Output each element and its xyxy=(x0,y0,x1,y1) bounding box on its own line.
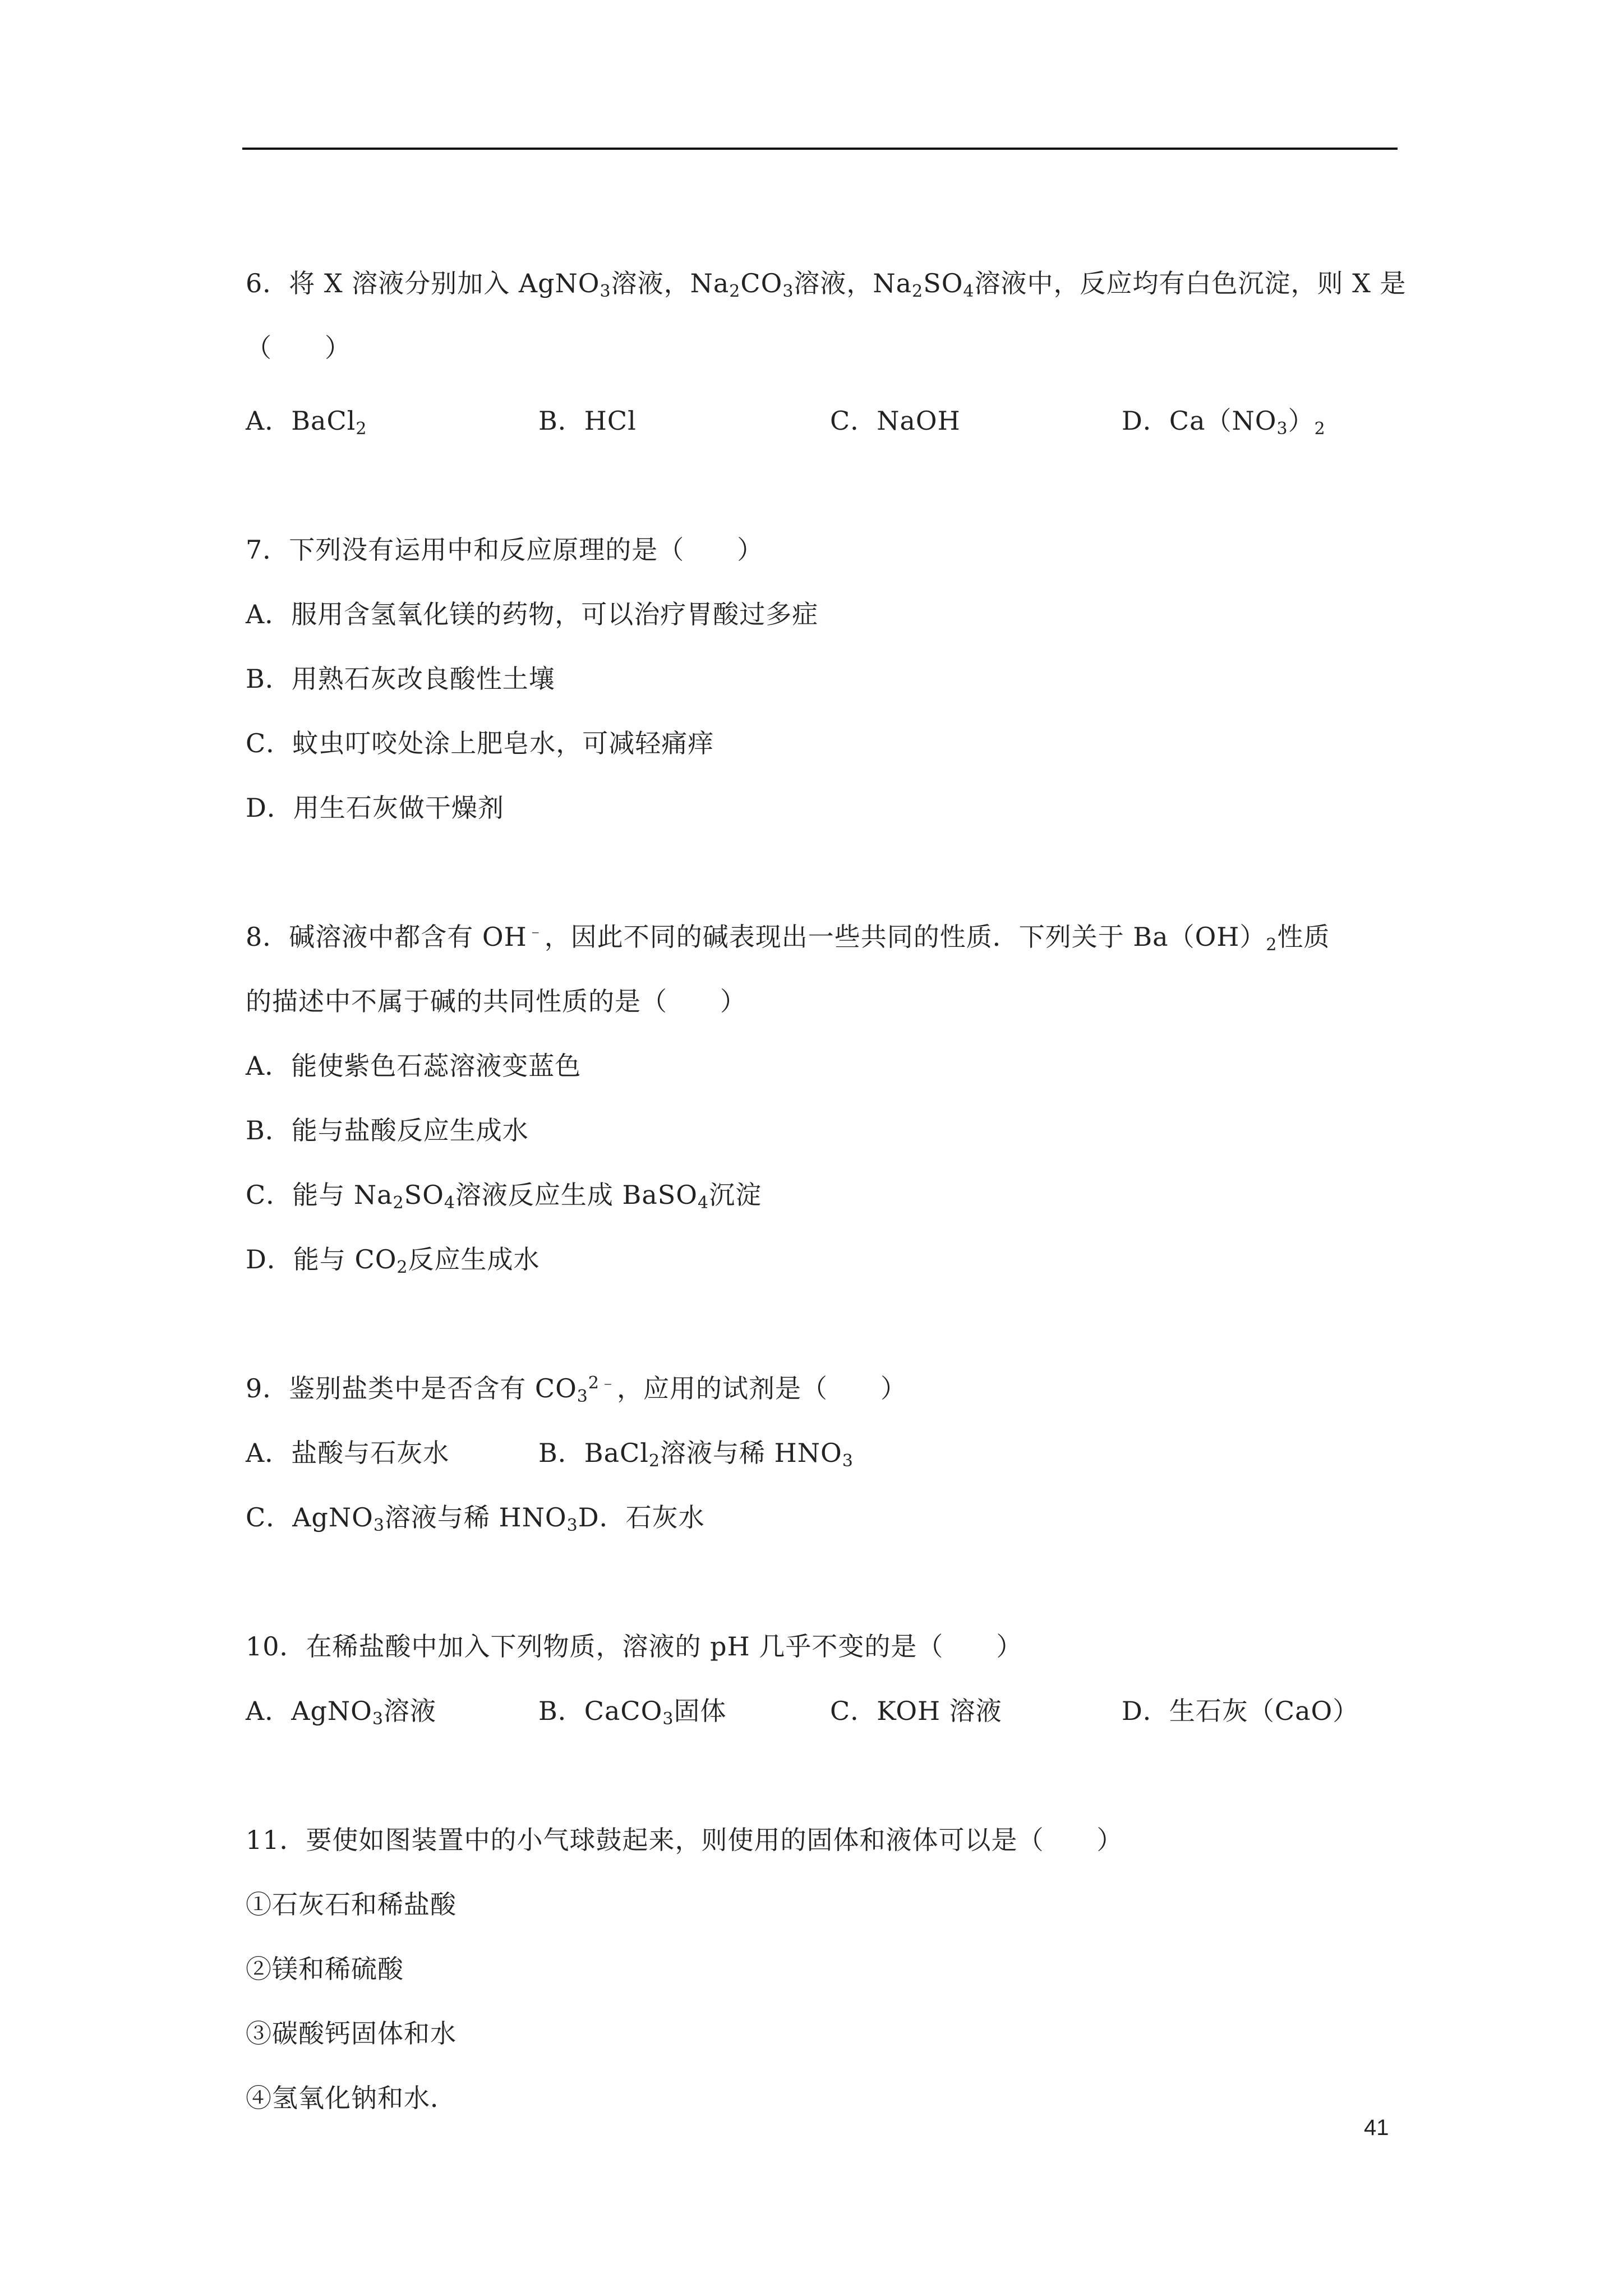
question-11-item-4: ④氢氧化钠和水． xyxy=(246,2083,457,2113)
question-10-option-b: B．CaCO$_3$固体 xyxy=(538,1696,727,1729)
question-6-option-c: C．NaOH xyxy=(830,406,961,436)
question-8-option-b: B．能与盐酸反应生成水 xyxy=(246,1115,529,1145)
question-6-stem: 6．将 X 溶液分别加入 AgNO$_3$溶液，$Na_2CO_3$溶液，$Na_2SO_4$溶液中，反应均有白色沉淀，则 X 是 xyxy=(246,268,1407,301)
question-7-option-d: D．用生石灰做干燥剂 xyxy=(246,793,504,823)
question-6-option-a: A．BaCl$_2$ xyxy=(246,406,367,439)
question-9-option-a: A．盐酸与石灰水 xyxy=(246,1438,450,1468)
question-7-option-b: B．用熟石灰改良酸性土壤 xyxy=(246,664,555,694)
question-7-option-c: C．蚊虫叮咬处涂上肥皂水，可减轻痛痒 xyxy=(246,728,714,758)
page-number: 41 xyxy=(1364,2115,1389,2140)
question-10-option-a: A．AgNO$_3$溶液 xyxy=(246,1696,436,1729)
question-6-paren: （ ） xyxy=(246,333,351,363)
question-11-item-3: ③碳酸钙固体和水 xyxy=(246,2018,457,2049)
question-7-option-a: A．服用含氢氧化镁的药物，可以治疗胃酸过多症 xyxy=(246,599,819,629)
question-8-option-a: A．能使紫色石蕊溶液变蓝色 xyxy=(246,1051,582,1081)
question-9-option-b: B．BaCl$_2$溶液与稀 $HNO_3$ xyxy=(538,1438,854,1471)
question-7-stem: 7．下列没有运用中和反应原理的是（ ） xyxy=(246,535,764,565)
question-8-stem-line2: 的描述中不属于碱的共同性质的是（ ） xyxy=(246,986,746,1016)
question-8-option-d: D．能与 $CO_2$反应生成水 xyxy=(246,1244,540,1277)
question-11-stem: 11．要使如图装置中的小气球鼓起来，则使用的固体和液体可以是（ ） xyxy=(246,1825,1123,1855)
question-9-option-c-d: C．AgNO$_3$溶液与稀 $HNO_3D$．石灰水 xyxy=(246,1502,705,1535)
question-6-option-b: B．HCl xyxy=(538,406,637,436)
question-11-item-2: ②镁和稀硫酸 xyxy=(246,1954,404,1984)
header-rule xyxy=(242,148,1398,150)
question-10-option-d: D．生石灰（CaO） xyxy=(1122,1696,1359,1726)
question-9-stem: 9．鉴别盐类中是否含有 $CO_3^{2﹣}$，应用的试剂是（ ） xyxy=(246,1373,907,1406)
question-6-option-d: D．$Ca(NO_3)_2$ xyxy=(1122,406,1326,439)
question-8-stem: 8．碱溶液中都含有 OH﹣，因此不同的碱表现出一些共同的性质．下列关于 $Ba(OH)_2$性质 xyxy=(246,922,1330,955)
question-10-stem: 10．在稀盐酸中加入下列物质，溶液的 pH 几乎不变的是（ ） xyxy=(246,1631,1023,1662)
question-10-option-c: C．KOH 溶液 xyxy=(830,1696,1002,1726)
question-8-option-c: C．能与 $Na_2SO_4$溶液反应生成 BaSO$_4$沉淀 xyxy=(246,1180,762,1213)
question-11-item-1: ①石灰石和稀盐酸 xyxy=(246,1889,457,1920)
